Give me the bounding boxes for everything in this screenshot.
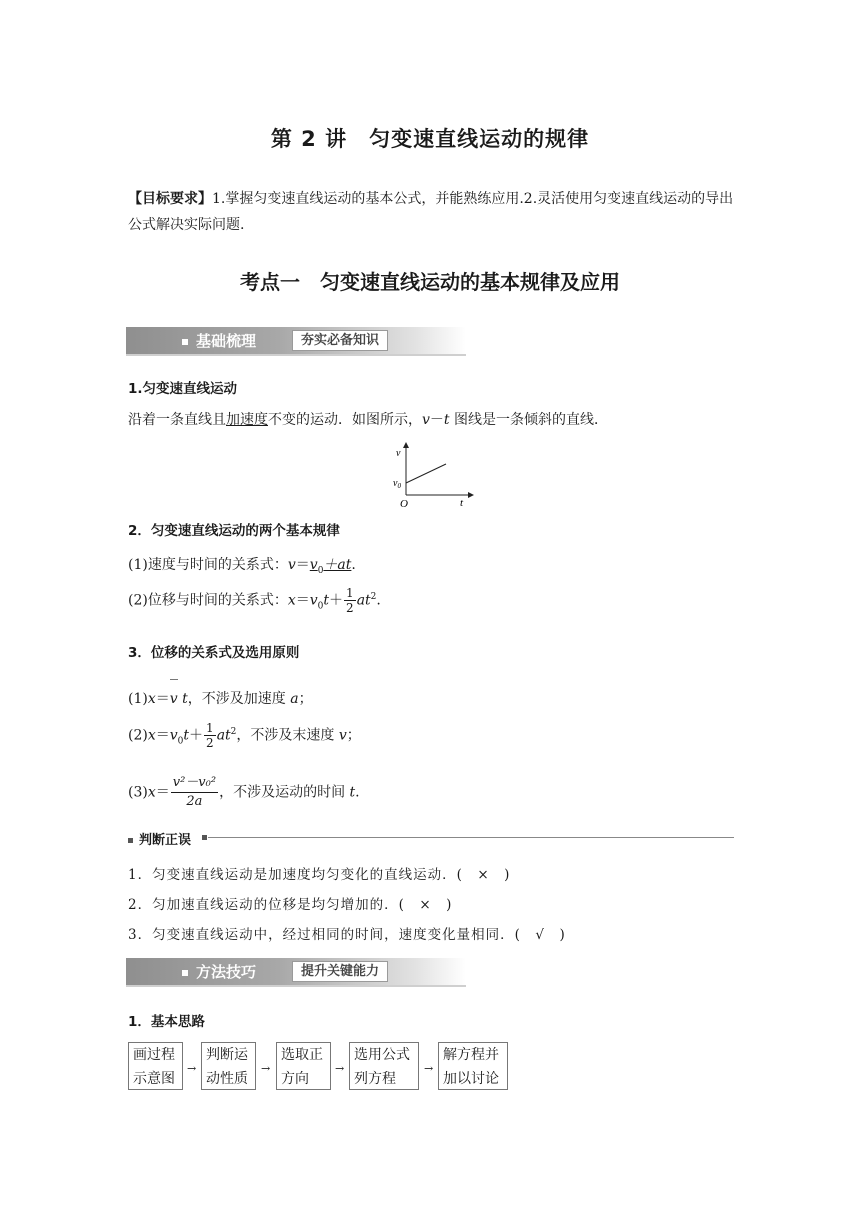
- judge-heading: 判断正误: [139, 833, 192, 848]
- flow-step-2: 判断运 动性质: [201, 1042, 256, 1090]
- v-t-line: [406, 464, 446, 483]
- arrow-icon: →: [335, 1062, 345, 1075]
- x-axis-arrow: [468, 492, 474, 498]
- banner-methods-sub: 提升关键能力: [292, 961, 388, 982]
- objective-tag: 【目标要求】: [128, 191, 212, 207]
- banner-methods-label: 方法技巧: [182, 961, 256, 982]
- banner-methods: [126, 958, 466, 987]
- flow-step-1: 画过程 示意图: [128, 1042, 183, 1090]
- banner-basics-sub: 夯实必备知识: [292, 330, 388, 351]
- graph-origin-label: O: [400, 498, 408, 510]
- formula-displacement-time: (2)位移与时间的关系式：$x=v_0t+$ $\frac{1}{2}$ $at^2$.: [128, 586, 381, 615]
- fraction-velocity-squared: $\frac{\text{v²－v₀²}}{2a}$: [172, 775, 217, 809]
- heading-uniform-motion: 1.匀变速直线运动: [128, 381, 238, 397]
- banner-basics-label: 基础梳理: [182, 330, 256, 351]
- graph-x-label: t: [460, 497, 464, 509]
- judge-item-3: 3．匀变速直线运动中，经过相同的时间，速度变化量相同．( √ ): [128, 927, 566, 943]
- fraction-one-half: $\frac{1}{2}$: [206, 721, 214, 750]
- judge-header: [128, 829, 734, 848]
- formula-average-velocity: (1)x＝v t，不涉及加速度 a；: [128, 691, 313, 707]
- arrow-icon: →: [261, 1062, 271, 1075]
- v-t-graph: [388, 440, 478, 510]
- square-icon: [182, 339, 188, 345]
- objective-paragraph: [128, 186, 736, 238]
- banner-basics: [126, 327, 466, 356]
- formula-velocity-time: (1)速度与时间的关系式：$v=v_0+at$.: [128, 557, 356, 576]
- formula-no-time: (3)x＝ $\frac{\text{v²－v₀²}}{2a}$ ，不涉及运动的时间 t.: [128, 775, 360, 809]
- flow-step-4: 选用公式 列方程: [349, 1042, 419, 1090]
- page-title: 第 2 讲 匀变速直线运动的规律: [270, 127, 590, 151]
- flow-step-5: 解方程并 加以讨论: [438, 1042, 508, 1090]
- graph-y-label: v: [396, 448, 401, 459]
- objective-text: 1.掌握匀变速直线运动的基本公式，并能熟练应用.2.灵活使用匀变速直线运动的导出公式解决实际问题.: [128, 191, 734, 233]
- graph-v0-label: $v_0$: [393, 478, 401, 490]
- judge-item-2: 2．匀加速直线运动的位移是均匀增加的．( × ): [128, 897, 453, 913]
- v-bar: v: [169, 691, 178, 707]
- square-icon: [202, 835, 207, 840]
- square-icon: [128, 838, 133, 843]
- square-icon: [182, 970, 188, 976]
- section-title: 考点一 匀变速直线运动的基本规律及应用: [240, 270, 620, 294]
- divider: [208, 837, 734, 838]
- arrow-icon: →: [187, 1062, 197, 1075]
- underlined-term: 加速度: [226, 412, 268, 428]
- judge-item-1: 1．匀变速直线运动是加速度均匀变化的直线运动．( × ): [128, 867, 511, 883]
- heading-basic-approach: 1．基本思路: [128, 1014, 205, 1030]
- underlined-answer: $v_0+at$: [309, 557, 352, 576]
- uniform-motion-description: 沿着一条直线且加速度不变的运动．如图所示，v－t 图线是一条倾斜的直线．: [128, 412, 609, 428]
- y-axis-arrow: [403, 442, 409, 448]
- heading-displacement-relations: 3．位移的关系式及选用原则: [128, 645, 300, 661]
- formula-no-final-velocity: $(2)x=v_0t+$ $\frac{1}{2}$ $at^2$，不涉及末速度 v；: [128, 721, 361, 750]
- flow-step-3: 选取正 方向: [276, 1042, 331, 1090]
- arrow-icon: →: [424, 1062, 434, 1075]
- heading-two-laws: 2．匀变速直线运动的两个基本规律: [128, 523, 340, 539]
- fraction-one-half: $\frac{1}{2}$: [346, 586, 354, 615]
